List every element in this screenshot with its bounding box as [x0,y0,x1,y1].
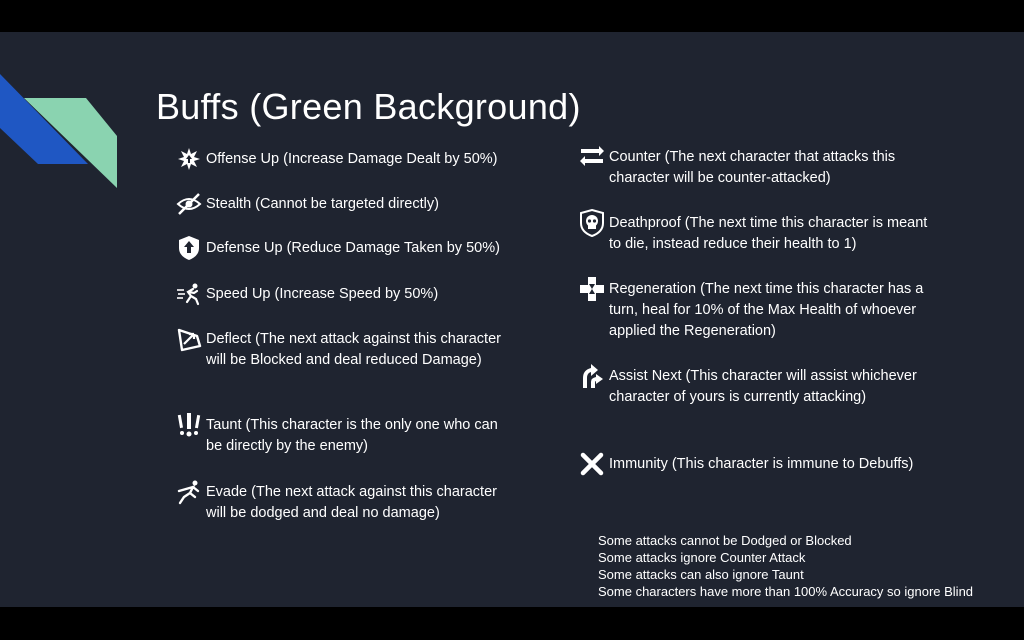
buff-offense-up [176,149,506,172]
deflect-icon [176,326,202,352]
buff-text: Assist Next (This character will assist whichever character of yours is currently attacking) [609,368,917,405]
buff-counter [579,147,924,189]
buff-text: Immunity (This character is immune to Debuffs) [609,456,914,472]
buff-evade [176,482,521,524]
buff-text: Defense Up (Reduce Damage Taken by 50%) [206,240,500,256]
buff-immunity [579,454,924,477]
buff-text: Stealth (Cannot be targeted directly) [206,196,439,212]
buff-text: Counter (The next character that attacks this character will be counter-attacked) [609,149,896,186]
buff-regeneration [579,279,924,342]
assist-next-icon [579,363,605,389]
buff-deathproof [579,213,929,255]
buff-text: Deflect (The next attack against this character will be Blocked and deal reduced Damage) [206,331,501,368]
deathproof-icon [579,210,605,236]
corner-decoration [0,32,130,202]
buff-speed-up [176,284,506,307]
note-line: Some attacks ignore Counter Attack [598,550,806,565]
regeneration-icon [579,276,605,302]
counter-icon [579,144,605,170]
note-line: Some attacks can also ignore Taunt [598,567,804,582]
offense-up-icon [176,146,202,172]
buff-assist-next [579,366,924,408]
evade-icon [176,479,202,505]
buff-text: Taunt (This character is the only one who can be directly by the enemy) [206,417,498,454]
buff-text: Regeneration (The next time this character has a turn, heal for 10% of the Max Health of whoever applied the Regeneration) [609,281,924,339]
speed-up-icon [176,281,202,307]
buff-deflect [176,329,506,371]
buff-text: Speed Up (Increase Speed by 50%) [206,286,439,302]
stealth-icon [176,191,202,217]
taunt-icon [176,412,202,438]
notes [598,532,973,600]
note-line: Some characters have more than 100% Accuracy so ignore Blind [598,584,974,599]
defense-up-icon [176,235,202,261]
slide [0,32,1024,607]
buff-defense-up [176,238,506,261]
buff-taunt [176,415,516,457]
buff-text: Evade (The next attack against this character will be dodged and deal no damage) [206,484,497,521]
buff-text: Deathproof (The next time this character is meant to die, instead reduce their health to 1) [609,215,928,252]
buff-stealth [176,194,506,217]
slide-title: Buffs (Green Background) [156,86,581,127]
note-line: Some attacks cannot be Dodged or Blocked [598,533,852,548]
immunity-icon [579,451,605,477]
buff-text: Offense Up (Increase Damage Dealt by 50%) [206,151,498,167]
